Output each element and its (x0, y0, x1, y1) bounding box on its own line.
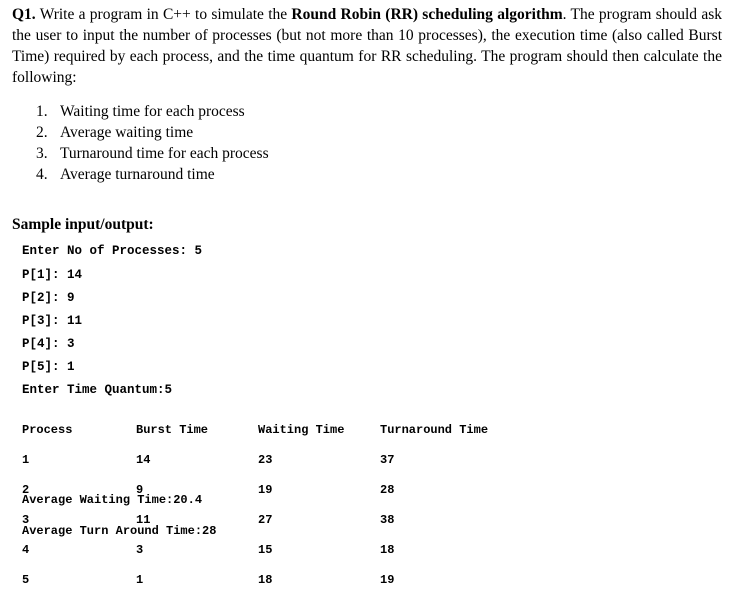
table-cell: 1 (136, 573, 144, 587)
waiting-time-column (258, 405, 344, 605)
question-paragraph (12, 4, 722, 88)
list-item-number: 1. (36, 103, 48, 120)
list-item-label: Average turnaround time (60, 166, 215, 183)
task-list (36, 101, 269, 185)
table-cell: 19 (380, 573, 395, 587)
console-line: Enter Time Quantum:5 (22, 383, 173, 397)
table-cell: 23 (258, 453, 273, 467)
question-number: Q1. (12, 6, 36, 23)
column-header: Burst Time (136, 423, 209, 437)
list-item-number: 2. (36, 124, 48, 141)
console-line: Enter No of Processes: 5 (22, 244, 203, 258)
question-text-after: . The program should ask the user to input the number of processes (but not more than 10 processes), the execution time (also called Burst Time) required by each process, and the time quantum for RR scheduling. The program should then calculate the following: (12, 6, 723, 86)
table-cell: 38 (380, 513, 395, 527)
table-cell: 3 (22, 513, 30, 527)
list-item-label: Waiting time for each process (60, 103, 245, 120)
list-item (36, 122, 269, 143)
sample-heading: Sample input/output: (12, 216, 154, 233)
list-item-number: 3. (36, 145, 48, 162)
average-turnaround-time: Average Turn Around Time:28 (22, 524, 217, 538)
list-item-label: Average waiting time (60, 124, 194, 141)
average-waiting-time: Average Waiting Time:20.4 (22, 493, 203, 507)
list-item (36, 143, 269, 164)
table-cell: 14 (136, 453, 151, 467)
question-text-before: Write a program in C++ to simulate the (35, 6, 292, 23)
column-header: Process (22, 423, 73, 437)
table-cell: 27 (258, 513, 273, 527)
table-cell: 37 (380, 453, 395, 467)
table-cell: 28 (380, 483, 395, 497)
column-header: Waiting Time (258, 423, 345, 437)
turnaround-time-column (380, 405, 488, 605)
list-item (36, 101, 269, 122)
console-line: P[5]: 1 (22, 360, 75, 374)
list-item (36, 164, 269, 185)
table-cell: 15 (258, 543, 273, 557)
list-item-number: 4. (36, 166, 48, 183)
list-item-label: Turnaround time for each process (60, 145, 269, 162)
console-line: P[3]: 11 (22, 314, 83, 328)
table-cell: 4 (22, 543, 30, 557)
algorithm-name: Round Robin (RR) scheduling algorithm (291, 6, 563, 23)
table-cell: 3 (136, 543, 144, 557)
table-cell: 2 (22, 483, 30, 497)
column-header: Turnaround Time (380, 423, 489, 437)
averages (22, 475, 216, 557)
console-line: P[2]: 9 (22, 291, 75, 305)
table-cell: 18 (380, 543, 395, 557)
table-cell: 9 (136, 483, 144, 497)
console-line: P[4]: 3 (22, 337, 75, 351)
table-cell: 18 (258, 573, 273, 587)
table-cell: 5 (22, 573, 30, 587)
console-line: P[1]: 14 (22, 268, 83, 282)
table-cell: 1 (22, 453, 30, 467)
table-cell: 19 (258, 483, 273, 497)
table-cell: 11 (136, 513, 151, 527)
